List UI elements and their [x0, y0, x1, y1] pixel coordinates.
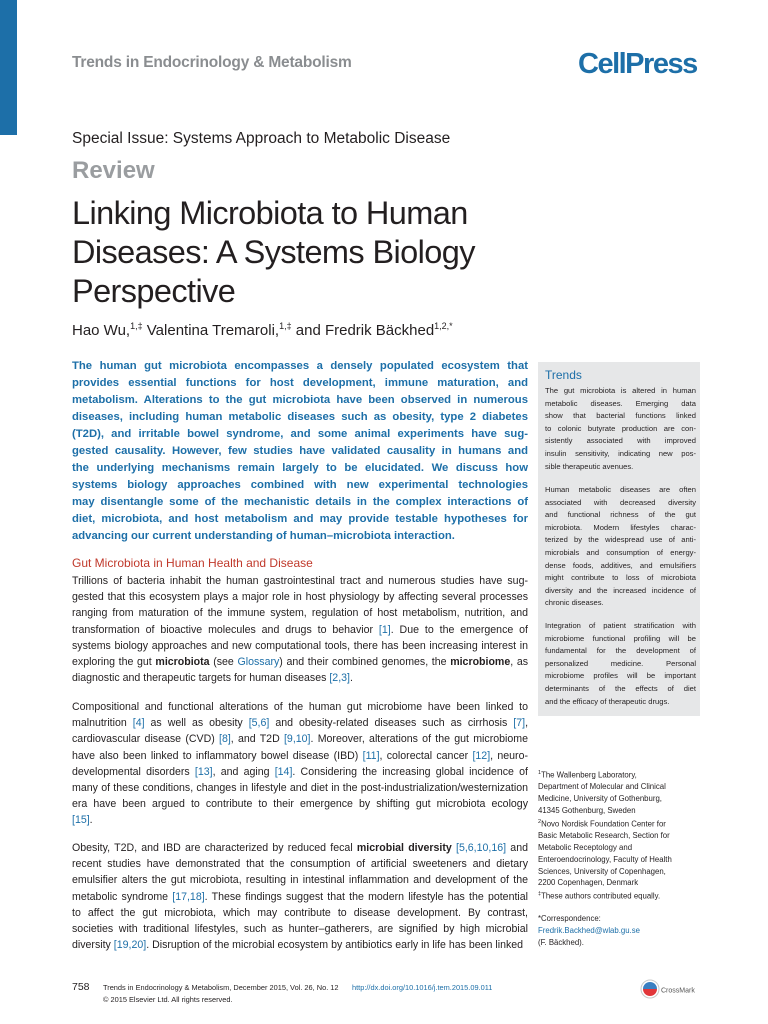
special-issue-label: Special Issue: Systems Approach to Metabolic Disease	[72, 130, 451, 147]
text-run: ) and their combined genomes, the	[279, 656, 451, 669]
affiliation-line	[538, 854, 708, 866]
text-run: show that bacterial functions linked	[545, 411, 696, 421]
text-run: ,	[525, 717, 529, 730]
text-line	[72, 699, 528, 715]
glossary-term: microbiome	[450, 656, 511, 669]
citation-link[interactable]: [1]	[378, 623, 391, 636]
text-run: personalized medicine. Personal	[545, 658, 696, 668]
text-run: the underlying mechanisms remain largely to be elucidated. We discuss how	[72, 462, 528, 474]
author-list	[72, 322, 453, 339]
doi-link[interactable]: http://dx.doi.org/10.1016/j.tem.2015.09.011	[352, 983, 493, 992]
text-run: .	[89, 814, 93, 827]
author-affiliation-marker: 1,‡	[130, 321, 143, 331]
author-name: Valentina Tremaroli,	[146, 322, 280, 339]
text-run: societies with traditional lifestyles, such as hunter–gatherers, are signified by high microbial	[72, 923, 528, 936]
text-run: , and T2D	[230, 733, 284, 746]
text-run: chronic diseases.	[545, 598, 604, 608]
affiliation-marker: ‡	[538, 891, 542, 898]
text-run: . Moreover, alterations of the gut microbiome	[310, 733, 528, 746]
citation-link[interactable]: [2,3]	[329, 672, 350, 685]
text-run: malnutrition	[72, 717, 133, 730]
text-run: metabolism. Alterations to the gut microbiota have been observed in numerous	[72, 394, 528, 406]
text-line	[72, 443, 528, 460]
article-type: Review	[72, 157, 155, 184]
text-run: exploring the gut	[72, 656, 156, 669]
text-line	[545, 435, 696, 448]
text-run: metabolic diseases. Emerging data	[545, 398, 696, 408]
correspondence-label: *Correspondence:	[538, 914, 601, 923]
text-run: transformation of bioactive molecules and drugs to behavior	[72, 623, 379, 636]
text-run: The gut microbiota is altered in human	[545, 386, 696, 395]
text-line	[545, 410, 696, 423]
affiliation-line	[538, 842, 708, 854]
affiliations	[538, 768, 708, 903]
text-line	[545, 620, 696, 633]
text-run: and the efficacy of therapeutic drugs.	[545, 696, 670, 706]
text-run: . Considering the increasing global incidence of	[292, 765, 528, 778]
text-run: Medicine, University of Gothenburg,	[538, 794, 662, 804]
text-run: The Wallenberg Laboratory,	[541, 770, 637, 780]
text-run: microbiome profiles will be important	[545, 671, 696, 681]
text-run: dense foods, additives, and emulsifiers	[545, 560, 696, 570]
text-line	[72, 528, 528, 545]
text-line	[545, 585, 696, 598]
text-run: determinants of the effects of diet	[545, 683, 696, 693]
text-run: . These findings suggest that the modern lifestyle has the potential	[204, 890, 528, 903]
text-line	[545, 398, 696, 411]
affiliation-line	[538, 889, 708, 902]
text-line	[545, 683, 696, 696]
text-run: sistently associated with improved	[545, 436, 696, 446]
author-affiliation-marker: 1,‡	[279, 321, 292, 331]
page-number: 758	[72, 981, 90, 993]
citation-link[interactable]: [19,20]	[113, 939, 147, 952]
text-run: systems biology approaches combined with new experimental technologies	[72, 479, 528, 491]
text-run: , and aging	[212, 765, 275, 778]
citation-link[interactable]: [12]	[472, 749, 491, 762]
correspondence-name: (F. Bäckhed).	[538, 937, 584, 947]
citation-link[interactable]: [11]	[362, 749, 380, 762]
journal-citation: Trends in Endocrinology & Metabolism, December 2015, Vol. 26, No. 12	[103, 983, 339, 992]
text-run: , colorectal cancer	[379, 749, 473, 762]
text-line	[545, 670, 696, 683]
title-line: Diseases: A Systems Biology	[72, 234, 475, 270]
text-run: associated with decreased diversity	[545, 497, 696, 507]
text-line	[72, 622, 528, 638]
text-run: Basic Metabolic Research, Section for	[538, 831, 670, 841]
text-run: Metabolic Receptology and	[538, 842, 633, 852]
copyright: © 2015 Elsevier Ltd. All rights reserved.	[103, 995, 233, 1004]
text-line	[545, 560, 696, 573]
text-line	[545, 645, 696, 658]
text-run: gested that this ecosystem plays a major role in host physiology by affecting several processes	[72, 591, 528, 604]
text-line	[545, 423, 696, 436]
text-line	[545, 572, 696, 585]
citation-link[interactable]: Glossary	[237, 656, 280, 669]
text-line	[72, 358, 528, 375]
text-line	[72, 638, 528, 654]
citation-link[interactable]: [7]	[513, 717, 526, 730]
text-run: Trillions of bacteria inhabit the human gastrointestinal tract and numerous studies have sug-	[72, 575, 528, 587]
text-run: , neuro-	[490, 749, 528, 762]
publisher-logo[interactable]: CellPress	[578, 48, 697, 80]
text-run: microbiome functional profiling will be	[545, 633, 696, 643]
text-run: have also been linked to inflammatory bowel disease (IBD)	[72, 749, 363, 762]
trends-paragraph	[545, 385, 696, 473]
abstract	[72, 358, 528, 545]
author-name: and Fredrik Bäckhed	[295, 322, 435, 339]
text-line	[545, 633, 696, 646]
text-run: insulin sensitivity, indicating new pos-	[545, 448, 696, 458]
text-line	[545, 484, 696, 497]
text-run: sible therapeutic avenues.	[545, 461, 634, 471]
text-run: terized by the widespread use of anti-	[545, 535, 696, 545]
text-line	[72, 477, 528, 494]
text-line	[72, 654, 528, 670]
text-line	[72, 905, 528, 921]
correspondence	[538, 913, 708, 948]
text-run: emulsifier alters the gut microbiota, resulting in intestinal inflammation and development of the	[72, 874, 528, 887]
affiliation-line	[538, 805, 708, 817]
text-line	[545, 461, 696, 474]
text-run: Integration of patient stratification with	[545, 621, 696, 630]
trends-title: Trends	[545, 368, 582, 382]
text-run: Human metabolic diseases are often	[545, 485, 696, 494]
text-line	[72, 426, 528, 443]
text-run: Enteroendocrinology, Faculty of Health	[538, 854, 672, 864]
text-line	[72, 764, 528, 780]
text-run: Compositional and functional alterations of the human gut microbiome have been linked to	[72, 701, 528, 713]
citation-link[interactable]: [17,18]	[172, 890, 205, 903]
text-run: diet, microbiota, and host metabolism and may provide testable hypotheses for	[72, 513, 528, 525]
text-run: advancing our current understanding of human–microbiota interaction.	[72, 530, 455, 542]
citation-link[interactable]: [15]	[72, 814, 90, 827]
text-run: . Due to the emergence of	[390, 623, 528, 636]
article-title	[72, 194, 542, 311]
text-line	[72, 573, 528, 589]
text-line	[72, 511, 528, 528]
text-line	[72, 375, 528, 392]
text-run: Sciences, University of Copenhagen,	[538, 866, 666, 876]
citation-link[interactable]: [13]	[194, 765, 213, 778]
title-line: Perspective	[72, 273, 236, 309]
accent-bar	[0, 0, 17, 135]
text-run: to colonic butyrate production are con-	[545, 423, 696, 433]
citation-link[interactable]: [5,6,10,16]	[456, 842, 507, 854]
affiliation-marker: 2	[538, 818, 542, 825]
text-run: .	[349, 672, 353, 685]
text-run: might contribute to loss of microbiota	[545, 573, 696, 583]
text-run: . Disruption of the microbial ecosystem by antibiotics early in life has been linked	[146, 939, 524, 952]
text-run: Department of Molecular and Clinical	[538, 782, 666, 792]
text-run: metabolic syndrome	[72, 890, 173, 903]
affiliation-line	[538, 768, 708, 781]
text-line	[72, 392, 528, 409]
text-run: (T2D), and irritable bowel syndrome, and some animal experiments have sug-	[72, 428, 528, 440]
text-line	[545, 497, 696, 510]
text-line	[72, 921, 528, 937]
text-run: provides essential functions for host development, immune maturation, and	[72, 377, 528, 389]
text-line	[72, 409, 528, 426]
affiliation-line	[538, 793, 708, 805]
text-line	[72, 670, 528, 686]
crossmark-icon[interactable]	[640, 978, 696, 1000]
text-run: , as	[510, 656, 529, 669]
text-run: diseases, including human metabolic diseases such as obesity, type 2 diabetes	[72, 411, 528, 423]
text-line	[72, 780, 528, 796]
correspondence-email-link[interactable]: Fredrik.Backhed@wlab.gu.se	[538, 925, 640, 935]
text-line	[72, 494, 528, 511]
text-line	[72, 748, 528, 764]
text-run: ranging from maturation of the immune system, regulation of host metabolism, nutrition, and	[72, 607, 528, 620]
glossary-term: microbiota	[155, 656, 210, 669]
affiliation-marker: 1	[538, 770, 542, 776]
trends-paragraph	[545, 620, 696, 708]
citation-link[interactable]: [8]	[219, 733, 231, 746]
text-run: diversity and the increased incidence of	[545, 585, 696, 595]
journal-name: Trends in Endocrinology & Metabolism	[72, 54, 352, 71]
text-line	[72, 460, 528, 477]
trends-paragraph	[545, 484, 696, 610]
text-line	[545, 522, 696, 535]
text-line	[72, 605, 528, 621]
text-run: 2200 Copenhagen, Denmark	[538, 878, 639, 888]
text-line	[545, 597, 696, 610]
text-line	[72, 589, 528, 605]
text-run: developmental disorders	[72, 765, 195, 778]
text-line	[72, 856, 528, 872]
glossary-term: microbial diversity	[356, 842, 452, 854]
text-line	[545, 534, 696, 547]
text-line	[545, 509, 696, 522]
author-name: Hao Wu,	[72, 322, 131, 339]
text-run: Obesity, T2D, and IBD are characterized by reduced fecal	[72, 842, 357, 854]
text-run: and functional richness of the gut	[545, 510, 696, 520]
text-run: many of these conditions, changes in lifestyle and diet in the post-industrialization/westernization	[72, 782, 528, 795]
affiliation-line	[538, 830, 708, 842]
text-line	[72, 937, 528, 953]
citation-link[interactable]: [14]	[274, 765, 293, 778]
text-line	[545, 658, 696, 671]
text-run: to affect the gut microbiota, which may contribute to disease development. By contrast,	[72, 906, 528, 919]
text-run: gested causality. However, few studies have validated causality in humans and	[72, 445, 528, 457]
text-line	[72, 796, 528, 812]
affiliation-line	[538, 817, 708, 830]
text-run: The human gut microbiota encompasses a densely populated ecosystem that	[72, 360, 528, 372]
citation-link[interactable]: [9,10]	[283, 733, 311, 746]
text-line	[72, 731, 528, 747]
text-run: diagnostic and therapeutic targets for human diseases	[72, 672, 330, 685]
text-run: era have been argued to contribute to their emergence by shifting gut microbiota ecology	[72, 798, 528, 811]
text-run: and obesity-related diseases such as cirrhosis	[269, 717, 514, 730]
text-line	[72, 872, 528, 888]
text-run: recent studies have demonstrated that the consumption of artificial sweeteners and dietary	[72, 858, 528, 871]
text-line	[545, 547, 696, 560]
section-heading: Gut Microbiota in Human Health and Disease	[72, 556, 313, 570]
author-affiliation-marker: 1,2,*	[434, 321, 453, 331]
text-run: as well as obesity	[144, 717, 249, 730]
citation-link[interactable]: [5,6]	[248, 717, 270, 730]
text-line	[545, 448, 696, 461]
title-line: Linking Microbiota to Human	[72, 195, 468, 231]
text-run: These authors contributed equally.	[541, 891, 661, 901]
citation-link[interactable]: [4]	[132, 717, 145, 730]
affiliation-line	[538, 877, 708, 889]
text-run: microbiota. Modern lifestyles charac-	[545, 522, 696, 532]
text-run: diversity	[72, 939, 114, 952]
text-run: cardiovascular disease (CVD)	[72, 733, 219, 746]
text-line	[72, 812, 528, 828]
text-run: fundamental for the development of	[545, 646, 696, 656]
text-line	[72, 715, 528, 731]
body-paragraph	[72, 573, 528, 686]
text-line	[72, 840, 528, 856]
text-line	[545, 696, 696, 709]
affiliation-line	[538, 866, 708, 878]
crossmark-label: CrossMark	[661, 987, 695, 995]
affiliation-line	[538, 781, 708, 793]
text-line	[545, 385, 696, 398]
text-run: Novo Nordisk Foundation Center for	[541, 819, 666, 829]
text-run: microbials and consumption of energy-	[545, 547, 696, 557]
body-paragraph	[72, 699, 528, 829]
text-run: 41345 Gothenburg, Sweden	[538, 805, 636, 815]
text-run: (see	[209, 656, 238, 669]
text-run: may disentangle some of the mechanistic details in the complex interactions of	[72, 496, 528, 508]
text-line	[72, 889, 528, 905]
text-run: and	[506, 842, 528, 854]
text-run: systems biology approaches and new computational tools, there has been increasing interest in	[72, 639, 528, 652]
body-paragraph	[72, 840, 528, 953]
